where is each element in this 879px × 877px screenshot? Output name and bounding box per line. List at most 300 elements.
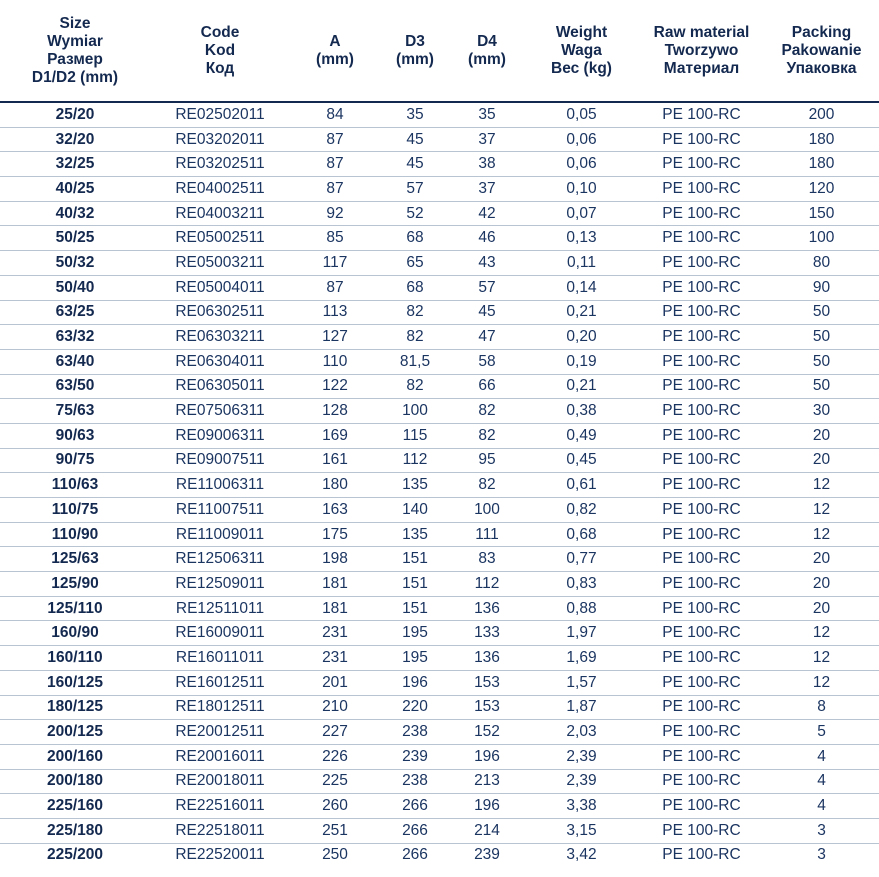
size-cell: 25/20 xyxy=(0,102,150,127)
d3-cell: 151 xyxy=(380,547,450,572)
table-row xyxy=(0,251,879,276)
a-cell: 87 xyxy=(290,152,380,177)
size-cell: 160/110 xyxy=(0,646,150,671)
size-header-line: Size xyxy=(59,14,91,32)
d3-cell: 68 xyxy=(380,226,450,251)
raw-material-cell: PE 100-RC xyxy=(639,177,764,202)
d4-cell: 136 xyxy=(450,596,524,621)
weight-cell: 2,03 xyxy=(524,720,639,745)
packing-cell: 20 xyxy=(764,448,879,473)
table-row xyxy=(0,399,879,424)
weight-cell: 0,05 xyxy=(524,102,639,127)
code-cell: RE11007511 xyxy=(150,498,290,523)
d4-cell: 153 xyxy=(450,670,524,695)
code-cell: RE20018011 xyxy=(150,769,290,794)
weight-cell: 0,83 xyxy=(524,572,639,597)
d4-cell: 152 xyxy=(450,720,524,745)
d4-header-line: D4 xyxy=(477,32,497,50)
raw-material-cell: PE 100-RC xyxy=(639,670,764,695)
d3-cell: 238 xyxy=(380,720,450,745)
a-cell: 169 xyxy=(290,423,380,448)
raw-material-cell: PE 100-RC xyxy=(639,547,764,572)
weight-cell: 0,21 xyxy=(524,300,639,325)
d4-cell: 95 xyxy=(450,448,524,473)
weight-column-header xyxy=(524,0,639,102)
raw-material-cell: PE 100-RC xyxy=(639,695,764,720)
header-row xyxy=(0,0,879,102)
code-header-line: Код xyxy=(205,59,235,77)
code-cell: RE12506311 xyxy=(150,547,290,572)
raw-material-cell: PE 100-RC xyxy=(639,127,764,152)
raw-material-cell: PE 100-RC xyxy=(639,572,764,597)
packing-column-header xyxy=(764,0,879,102)
d3-header-line: D3 xyxy=(405,32,425,50)
size-header-line: Wymiar xyxy=(47,32,103,50)
d3-cell: 35 xyxy=(380,102,450,127)
code-cell: RE12511011 xyxy=(150,596,290,621)
d4-cell: 58 xyxy=(450,349,524,374)
weight-cell: 3,42 xyxy=(566,846,597,864)
code-cell: RE16012511 xyxy=(150,670,290,695)
size-cell: 32/20 xyxy=(0,127,150,152)
weight-cell: 0,06 xyxy=(524,152,639,177)
code-cell: RE20012511 xyxy=(150,720,290,745)
packing-cell: 100 xyxy=(764,226,879,251)
weight-cell: 0,11 xyxy=(524,251,639,276)
packing-cell: 3 xyxy=(764,818,879,843)
raw-material-cell: PE 100-RC xyxy=(639,522,764,547)
d3-cell: 196 xyxy=(380,670,450,695)
d4-cell: 196 xyxy=(450,744,524,769)
a-cell: 87 xyxy=(290,275,380,300)
a-cell: 260 xyxy=(290,794,380,819)
a-cell: 110 xyxy=(290,349,380,374)
table-row xyxy=(0,177,879,202)
a-cell: 231 xyxy=(290,646,380,671)
code-cell: RE16011011 xyxy=(150,646,290,671)
weight-cell: 0,61 xyxy=(524,473,639,498)
code-column-header xyxy=(150,0,290,102)
packing-cell: 8 xyxy=(764,695,879,720)
a-cell: 250 xyxy=(322,846,348,864)
size-cell: 125/63 xyxy=(0,547,150,572)
d4-cell: 100 xyxy=(450,498,524,523)
raw-material-cell: PE 100-RC xyxy=(639,349,764,374)
raw-material-cell: PE 100-RC xyxy=(639,744,764,769)
table-row xyxy=(0,423,879,448)
size-cell: 160/90 xyxy=(0,621,150,646)
packing-cell: 50 xyxy=(764,349,879,374)
a-cell: 226 xyxy=(290,744,380,769)
d4-cell: 45 xyxy=(450,300,524,325)
size-cell: 160/125 xyxy=(0,670,150,695)
table-row xyxy=(0,300,879,325)
table-row xyxy=(0,572,879,597)
packing-cell: 180 xyxy=(764,152,879,177)
table-row xyxy=(0,498,879,523)
weight-cell: 0,45 xyxy=(524,448,639,473)
d3-cell: 45 xyxy=(380,152,450,177)
d4-cell: 66 xyxy=(450,374,524,399)
packing-cell: 50 xyxy=(764,300,879,325)
packing-header-line: Упаковка xyxy=(786,59,857,77)
code-cell: RE06304011 xyxy=(150,349,290,374)
packing-header-line: Pakowanie xyxy=(781,41,862,59)
packing-cell: 12 xyxy=(764,522,879,547)
d4-cell: 42 xyxy=(450,201,524,226)
d4-cell: 37 xyxy=(450,127,524,152)
size-header-line: Размер xyxy=(47,50,103,68)
table-row xyxy=(0,349,879,374)
code-cell: RE03202511 xyxy=(150,152,290,177)
d4-cell: 111 xyxy=(450,522,524,547)
a-cell: 201 xyxy=(290,670,380,695)
table-row xyxy=(0,670,879,695)
d4-cell: 37 xyxy=(450,177,524,202)
d3-cell: 140 xyxy=(380,498,450,523)
d4-cell: 57 xyxy=(450,275,524,300)
packing-cell: 12 xyxy=(764,473,879,498)
d3-cell: 266 xyxy=(380,818,450,843)
raw-material-header-line: Материал xyxy=(663,59,740,77)
a-cell: 175 xyxy=(290,522,380,547)
weight-cell: 3,38 xyxy=(524,794,639,819)
raw-material-cell: PE 100-RC xyxy=(639,473,764,498)
d4-cell: 214 xyxy=(450,818,524,843)
size-cell: 225/180 xyxy=(0,818,150,843)
a-cell: 181 xyxy=(290,596,380,621)
weight-cell: 0,19 xyxy=(524,349,639,374)
packing-cell: 20 xyxy=(764,423,879,448)
table-row xyxy=(0,794,879,819)
weight-cell: 0,88 xyxy=(524,596,639,621)
raw-material-cell: PE 100-RC xyxy=(639,325,764,350)
size-cell: 200/180 xyxy=(0,769,150,794)
code-cell: RE06302511 xyxy=(150,300,290,325)
size-cell: 110/90 xyxy=(0,522,150,547)
weight-cell: 2,39 xyxy=(524,744,639,769)
size-cell: 180/125 xyxy=(0,695,150,720)
d4-header-line: (mm) xyxy=(468,50,506,68)
table-row xyxy=(0,102,879,127)
a-cell: 181 xyxy=(290,572,380,597)
size-cell: 225/200 xyxy=(46,846,104,864)
d3-cell: 151 xyxy=(380,596,450,621)
code-cell: RE04002511 xyxy=(150,177,290,202)
table-row xyxy=(0,152,879,177)
table-row xyxy=(0,547,879,572)
d4-cell: 136 xyxy=(450,646,524,671)
weight-cell: 0,68 xyxy=(524,522,639,547)
a-cell: 161 xyxy=(290,448,380,473)
a-cell: 251 xyxy=(290,818,380,843)
weight-cell: 0,10 xyxy=(524,177,639,202)
code-cell: RE07506311 xyxy=(150,399,290,424)
a-header-line: (mm) xyxy=(316,50,354,68)
packing-cell: 3 xyxy=(817,846,826,864)
d3-cell: 52 xyxy=(380,201,450,226)
weight-cell: 1,57 xyxy=(524,670,639,695)
table-row xyxy=(0,275,879,300)
d4-cell: 83 xyxy=(450,547,524,572)
packing-cell: 12 xyxy=(764,670,879,695)
d3-cell: 82 xyxy=(380,325,450,350)
d3-cell: 266 xyxy=(380,794,450,819)
code-cell: RE09007511 xyxy=(150,448,290,473)
size-cell: 63/32 xyxy=(0,325,150,350)
size-cell: 200/125 xyxy=(0,720,150,745)
size-cell: 40/25 xyxy=(0,177,150,202)
a-cell: 231 xyxy=(290,621,380,646)
code-cell: RE05004011 xyxy=(150,275,290,300)
size-cell: 63/25 xyxy=(0,300,150,325)
a-cell: 117 xyxy=(290,251,380,276)
table-header xyxy=(0,0,879,102)
raw-material-cell: PE 100-RC xyxy=(639,621,764,646)
code-cell: RE11006311 xyxy=(150,473,290,498)
packing-cell: 20 xyxy=(764,596,879,621)
code-cell: RE02502011 xyxy=(150,102,290,127)
table-row xyxy=(0,646,879,671)
size-cell: 75/63 xyxy=(0,399,150,424)
packing-cell: 50 xyxy=(764,374,879,399)
d4-cell: 82 xyxy=(450,399,524,424)
d3-cell: 239 xyxy=(380,744,450,769)
table-row xyxy=(0,843,879,867)
code-cell: RE20016011 xyxy=(150,744,290,769)
d4-cell: 213 xyxy=(450,769,524,794)
packing-cell: 180 xyxy=(764,127,879,152)
packing-cell: 80 xyxy=(764,251,879,276)
a-cell: 127 xyxy=(290,325,380,350)
size-cell: 90/75 xyxy=(0,448,150,473)
size-cell: 63/50 xyxy=(0,374,150,399)
d4-cell: 239 xyxy=(474,846,500,864)
packing-cell: 50 xyxy=(764,325,879,350)
code-header-line: Code xyxy=(200,23,240,41)
d3-cell: 195 xyxy=(380,621,450,646)
table-row xyxy=(0,127,879,152)
raw-material-cell: PE 100-RC xyxy=(639,300,764,325)
raw-material-cell: PE 100-RC xyxy=(639,720,764,745)
d3-cell: 266 xyxy=(402,846,428,864)
raw-material-cell: PE 100-RC xyxy=(639,769,764,794)
packing-cell: 20 xyxy=(764,572,879,597)
packing-cell: 12 xyxy=(764,621,879,646)
size-cell: 63/40 xyxy=(0,349,150,374)
raw-material-cell: PE 100-RC xyxy=(639,794,764,819)
raw-material-cell: PE 100-RC xyxy=(639,596,764,621)
table-row xyxy=(0,720,879,745)
size-cell: 32/25 xyxy=(0,152,150,177)
weight-cell: 3,15 xyxy=(524,818,639,843)
packing-cell: 4 xyxy=(764,744,879,769)
raw-material-cell: PE 100-RC xyxy=(639,374,764,399)
d3-cell: 82 xyxy=(380,374,450,399)
d3-cell: 68 xyxy=(380,275,450,300)
table-row xyxy=(0,325,879,350)
size-column-header xyxy=(0,0,150,102)
packing-cell: 120 xyxy=(764,177,879,202)
raw-material-cell: PE 100-RC xyxy=(639,102,764,127)
code-cell: RE06303211 xyxy=(150,325,290,350)
raw-material-cell: PE 100-RC xyxy=(639,646,764,671)
weight-cell: 0,38 xyxy=(524,399,639,424)
size-cell: 125/90 xyxy=(0,572,150,597)
weight-cell: 0,20 xyxy=(524,325,639,350)
raw-material-cell: PE 100-RC xyxy=(639,423,764,448)
d4-cell: 47 xyxy=(450,325,524,350)
weight-cell: 1,87 xyxy=(524,695,639,720)
a-cell: 227 xyxy=(290,720,380,745)
code-cell: RE04003211 xyxy=(150,201,290,226)
d3-cell: 115 xyxy=(380,423,450,448)
d3-cell: 112 xyxy=(380,448,450,473)
size-cell: 110/63 xyxy=(0,473,150,498)
size-cell: 50/25 xyxy=(0,226,150,251)
a-header-line: A xyxy=(329,32,341,50)
table-row xyxy=(0,744,879,769)
raw-material-header-line: Raw material xyxy=(653,23,750,41)
weight-header-line: Вес (kg) xyxy=(551,59,612,77)
weight-cell: 0,77 xyxy=(524,547,639,572)
table-row xyxy=(0,818,879,843)
d3-cell: 65 xyxy=(380,251,450,276)
table-row xyxy=(0,695,879,720)
size-cell: 225/160 xyxy=(0,794,150,819)
table-row xyxy=(0,448,879,473)
a-cell: 128 xyxy=(290,399,380,424)
code-cell: RE22516011 xyxy=(150,794,290,819)
d4-cell: 196 xyxy=(450,794,524,819)
weight-header-line: Waga xyxy=(561,41,602,59)
d3-cell: 57 xyxy=(380,177,450,202)
weight-cell: 2,39 xyxy=(524,769,639,794)
code-cell: RE05003211 xyxy=(150,251,290,276)
code-cell: RE06305011 xyxy=(150,374,290,399)
table-row xyxy=(0,596,879,621)
raw-material-cell: PE 100-RC xyxy=(639,498,764,523)
weight-cell: 0,21 xyxy=(524,374,639,399)
weight-cell: 0,07 xyxy=(524,201,639,226)
packing-header-line: Packing xyxy=(791,23,852,41)
table-row xyxy=(0,621,879,646)
size-cell: 40/32 xyxy=(0,201,150,226)
d4-cell: 112 xyxy=(450,572,524,597)
d3-cell: 220 xyxy=(380,695,450,720)
packing-cell: 12 xyxy=(764,498,879,523)
d4-cell: 153 xyxy=(450,695,524,720)
d4-column-header xyxy=(450,0,524,102)
weight-cell: 1,97 xyxy=(524,621,639,646)
d3-cell: 81,5 xyxy=(380,349,450,374)
size-cell: 90/63 xyxy=(0,423,150,448)
a-cell: 180 xyxy=(290,473,380,498)
packing-cell: 20 xyxy=(764,547,879,572)
table-row xyxy=(0,769,879,794)
a-cell: 198 xyxy=(290,547,380,572)
packing-cell: 30 xyxy=(764,399,879,424)
size-header-line: D1/D2 (mm) xyxy=(31,68,119,86)
code-cell: RE05002511 xyxy=(150,226,290,251)
code-cell: RE22520011 xyxy=(175,846,265,864)
d4-cell: 133 xyxy=(450,621,524,646)
table-row xyxy=(0,226,879,251)
raw-material-cell: PE 100-RC xyxy=(639,448,764,473)
a-cell: 92 xyxy=(290,201,380,226)
d4-cell: 43 xyxy=(450,251,524,276)
weight-header-line: Weight xyxy=(555,23,608,41)
weight-cell: 0,49 xyxy=(524,423,639,448)
table-row xyxy=(0,201,879,226)
d3-header-line: (mm) xyxy=(396,50,434,68)
code-cell: RE03202011 xyxy=(150,127,290,152)
d4-cell: 38 xyxy=(450,152,524,177)
table-row xyxy=(0,374,879,399)
raw-material-column-header xyxy=(639,0,764,102)
a-cell: 225 xyxy=(290,769,380,794)
a-cell: 210 xyxy=(290,695,380,720)
size-cell: 110/75 xyxy=(0,498,150,523)
table-row xyxy=(0,473,879,498)
d3-cell: 238 xyxy=(380,769,450,794)
weight-cell: 0,82 xyxy=(524,498,639,523)
packing-cell: 90 xyxy=(764,275,879,300)
a-column-header xyxy=(290,0,380,102)
packing-cell: 150 xyxy=(764,201,879,226)
d4-cell: 46 xyxy=(450,226,524,251)
code-cell: RE22518011 xyxy=(150,818,290,843)
table-body xyxy=(0,102,879,867)
weight-cell: 0,06 xyxy=(524,127,639,152)
a-cell: 113 xyxy=(290,300,380,325)
code-cell: RE16009011 xyxy=(150,621,290,646)
d4-cell: 82 xyxy=(450,423,524,448)
d3-column-header xyxy=(380,0,450,102)
a-cell: 87 xyxy=(290,177,380,202)
packing-cell: 4 xyxy=(764,769,879,794)
packing-cell: 12 xyxy=(764,646,879,671)
raw-material-cell: PE 100-RC xyxy=(639,275,764,300)
code-cell: RE11009011 xyxy=(150,522,290,547)
raw-material-cell: PE 100-RC xyxy=(639,399,764,424)
a-cell: 163 xyxy=(290,498,380,523)
d3-cell: 135 xyxy=(380,473,450,498)
raw-material-cell: PE 100-RC xyxy=(639,251,764,276)
weight-cell: 0,14 xyxy=(524,275,639,300)
raw-material-header-line: Tworzywo xyxy=(664,41,739,59)
d3-cell: 82 xyxy=(380,300,450,325)
d3-cell: 135 xyxy=(380,522,450,547)
size-cell: 125/110 xyxy=(0,596,150,621)
code-cell: RE18012511 xyxy=(150,695,290,720)
table-row xyxy=(0,522,879,547)
raw-material-cell: PE 100-RC xyxy=(639,226,764,251)
d3-cell: 45 xyxy=(380,127,450,152)
raw-material-cell: PE 100-RC xyxy=(662,846,741,864)
packing-cell: 4 xyxy=(764,794,879,819)
weight-cell: 1,69 xyxy=(524,646,639,671)
packing-cell: 5 xyxy=(764,720,879,745)
d4-cell: 35 xyxy=(450,102,524,127)
packing-cell: 200 xyxy=(764,102,879,127)
code-header-line: Kod xyxy=(204,41,236,59)
d3-cell: 151 xyxy=(380,572,450,597)
raw-material-cell: PE 100-RC xyxy=(639,152,764,177)
a-cell: 85 xyxy=(290,226,380,251)
a-cell: 87 xyxy=(290,127,380,152)
raw-material-cell: PE 100-RC xyxy=(639,201,764,226)
